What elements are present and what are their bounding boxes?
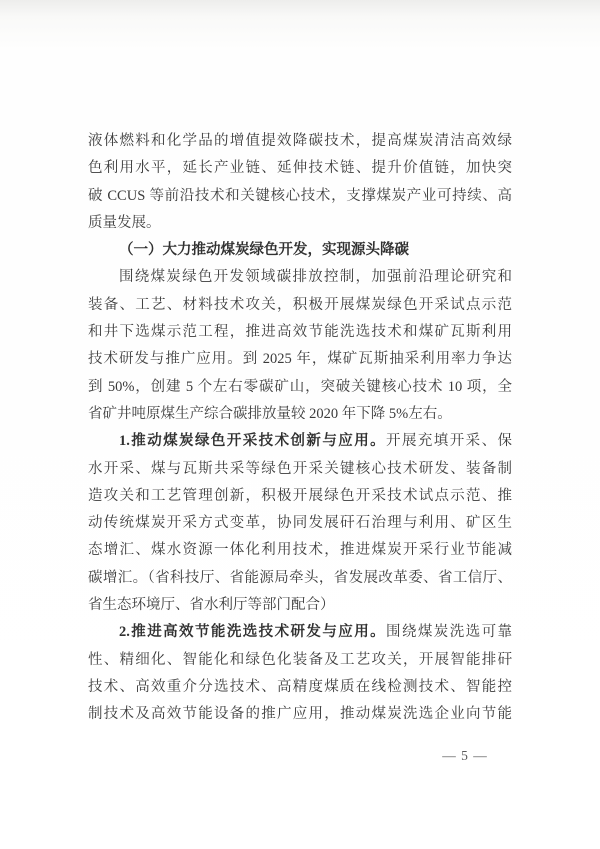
line-text: 开展充填开采、保 [386,433,512,450]
text-line: 和井下选煤示范工程，推进高效节能洗选技术和煤矿瓦斯利用 [88,324,512,341]
paragraph-item-1 [88,428,512,619]
paragraph-continuation [88,128,512,237]
text-line: 省生态环境厅、省水利厅等部门配合） [88,597,335,614]
text-line: 造攻关和工艺管理创新，积极开展绿色开采技术试点示范、推 [88,487,512,504]
text-line: 水开采、煤与瓦斯共采等绿色开采关键核心技术研发、装备制 [88,460,512,477]
line-text: 围绕煤炭洗选可靠 [386,624,512,641]
text-line: 性、精细化、智能化和绿色化装备及工艺攻关，开展智能排矸 [88,651,512,668]
text-line [88,428,512,455]
text-line: 色利用水平，延长产业链、延伸技术链、提升价值链，加快突 [88,160,512,177]
text-line: 碳增汇。（省科技厅、省能源局牵头，省发展改革委、省工信厅、 [88,569,512,586]
text-line: 破 CCUS 等前沿技术和关键核心技术，支撑煤炭产业可持续、高 [88,187,512,204]
text-line: 液体燃料和化学品的增值提效降碳技术，提高煤炭清洁高效绿 [88,133,512,149]
text-line: 装备、工艺、材料技术攻关，积极开展煤炭绿色开采试点示范 [88,296,512,313]
page-number: — 5 — [442,748,488,763]
item-2-bold-lead: 2.推进高效节能洗选技术研发与应用。 [119,624,387,641]
text-line: 省矿井吨原煤生产综合碳排放量较 2020 年下降 5%左右。 [88,405,452,422]
document-text [88,128,512,729]
item-1-bold-lead: 1.推动煤炭绿色开采技术创新与应用。 [119,433,387,450]
section-heading: （一）大力推动煤炭绿色开发，实现源头降碳 [119,242,409,259]
text-line: 质量发展。 [88,214,161,231]
text-line: 技术研发与推广应用。到 2025 年，煤矿瓦斯抽采利用率力争达 [88,351,512,368]
text-line: 态增汇、煤水资源一体化利用技术，推进煤炭开采行业节能减 [88,542,512,559]
paragraph-item-2 [88,619,512,728]
text-line: 技术、高效重介分选技术、高精度煤质在线检测技术、智能控 [88,678,512,695]
text-line: 制技术及高效节能设备的推广应用，推动煤炭洗选企业向节能 [88,706,512,723]
text-line: 动传统煤炭开采方式变革，协同发展矸石治理与利用、矿区生 [88,515,512,532]
paragraph-green-development [88,264,512,428]
text-line [88,619,512,646]
text-line: 到 50%，创建 5 个左右零碳矿山，突破关键核心技术 10 项，全 [88,378,512,395]
text-line: 围绕煤炭绿色开发领域碳排放控制，加强前沿理论研究和 [119,269,512,286]
